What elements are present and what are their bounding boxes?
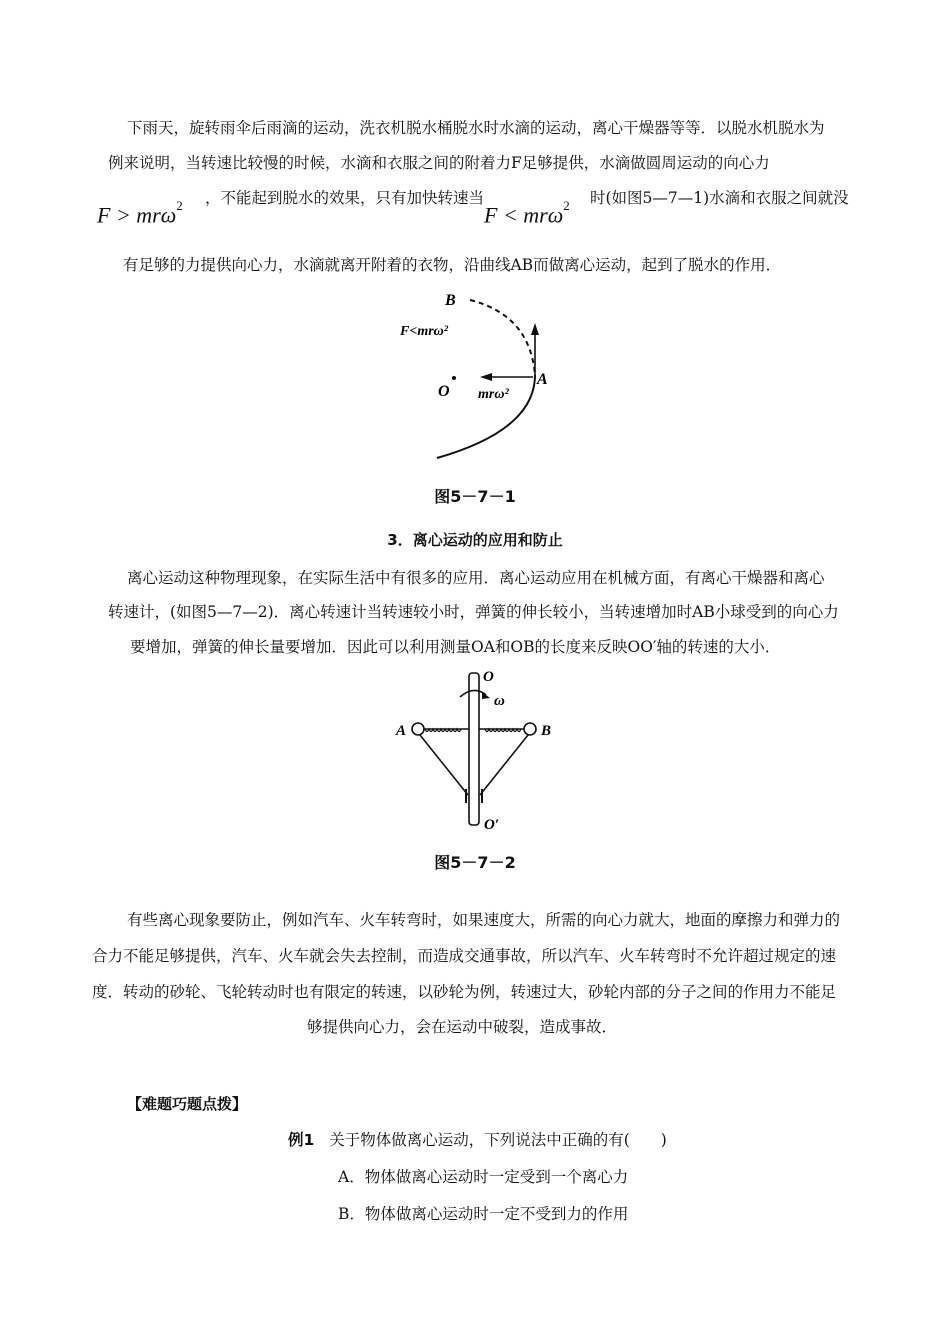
paragraph-line: 离心运动这种物理现象，在实际生活中有很多的应用．离心运动应用在机械方面，有离心干燥器和离心 bbox=[127, 569, 825, 587]
example-question bbox=[288, 1130, 667, 1150]
label-omega: ω bbox=[494, 693, 505, 709]
paragraph-line: 够提供向心力，会在运动中破裂，造成事故． bbox=[307, 1018, 618, 1036]
label-o: O bbox=[438, 383, 450, 400]
paragraph-line: 有些离心现象要防止，例如汽车、火车转弯时，如果速度大，所需的向心力就大，地面的摩擦力和弹力的 bbox=[127, 911, 841, 929]
paragraph-line: 下雨天，旋转雨伞后雨滴的运动，洗衣机脱水桶脱水时水滴的运动，离心干燥器等等．以脱水机脱水为 bbox=[127, 119, 825, 137]
formula-f-less bbox=[484, 198, 570, 228]
paragraph-line: 度．转动的砂轮、飞轮转动时也有限定的转速，以砂轮为例，转速过大，砂轮内部的分子之间的作用力不能足 bbox=[92, 983, 837, 1001]
formula-f-greater bbox=[97, 198, 183, 228]
label-o: O bbox=[483, 669, 494, 685]
figure-caption: 图5－7－2 bbox=[434, 853, 516, 872]
rotation-arrowhead bbox=[482, 692, 490, 699]
label-f: F<mrω² bbox=[400, 324, 448, 339]
ball-a bbox=[412, 723, 424, 735]
paragraph-line: 转速计，(如图5—7—2)．离心转速计当转速较小时，弹簧的伸长较小，当转速增加时AB小球受到的向心力 bbox=[108, 603, 839, 621]
formula-exponent: 2 bbox=[176, 198, 183, 213]
velocity-arrowhead bbox=[531, 323, 539, 335]
formula-exponent: 2 bbox=[563, 198, 570, 213]
shaft bbox=[469, 673, 479, 825]
label-force: mrω² bbox=[478, 387, 509, 402]
section-heading: 【难题巧题点拨】 bbox=[127, 1095, 248, 1113]
paragraph-line: 有足够的力提供向心力，水滴就离开附着的衣物，沿曲线AB而做离心运动，起到了脱水的作用． bbox=[123, 256, 782, 274]
paragraph-line: 例来说明，当转速比较慢的时候，水滴和衣服之间的附着力F足够提供，水滴做圆周运动的向心力 bbox=[108, 154, 770, 172]
paragraph-line: ，不能起到脱水的效果，只有加快转速当 bbox=[205, 189, 485, 207]
formula-text: F > mrω bbox=[97, 202, 177, 228]
arm-left bbox=[420, 735, 468, 795]
label-b: B bbox=[445, 292, 456, 309]
figure-caption: 图5－7－1 bbox=[434, 487, 516, 506]
paragraph-line: 要增加，弹簧的伸长量要增加．因此可以利用测量OA和OB的长度来反映OO′轴的转速的大小． bbox=[130, 638, 781, 656]
dashed-trajectory bbox=[470, 300, 535, 375]
label-a: A bbox=[396, 723, 407, 739]
paragraph-line: 合力不能足够提供，汽车、火车就会失去控制，而造成交通事故，所以汽车、火车转弯时不允许超过规定的速 bbox=[92, 947, 837, 965]
example-text: 关于物体做离心运动，下列说法中正确的有( ) bbox=[329, 1131, 667, 1149]
figure-centrifugal-tachometer bbox=[390, 665, 560, 835]
option-a: A．物体做离心运动时一定受到一个离心力 bbox=[338, 1168, 629, 1186]
label-o-prime: O′ bbox=[484, 817, 500, 833]
option-b: B．物体做离心运动时一定不受到力的作用 bbox=[338, 1205, 629, 1223]
label-b: B bbox=[541, 723, 552, 739]
force-arrowhead bbox=[480, 373, 492, 381]
center-dot bbox=[452, 376, 456, 380]
figure-centrifugal-drop bbox=[390, 285, 560, 460]
formula-text: F < mrω bbox=[484, 202, 564, 228]
arm-right bbox=[480, 735, 528, 795]
example-label: 例1 bbox=[288, 1131, 315, 1149]
label-a: A bbox=[537, 371, 548, 388]
paragraph-line: 时(如图5—7—1)水滴和衣服之间就没 bbox=[590, 189, 849, 207]
section-heading: 3．离心运动的应用和防止 bbox=[387, 531, 563, 549]
ball-b bbox=[524, 723, 536, 735]
